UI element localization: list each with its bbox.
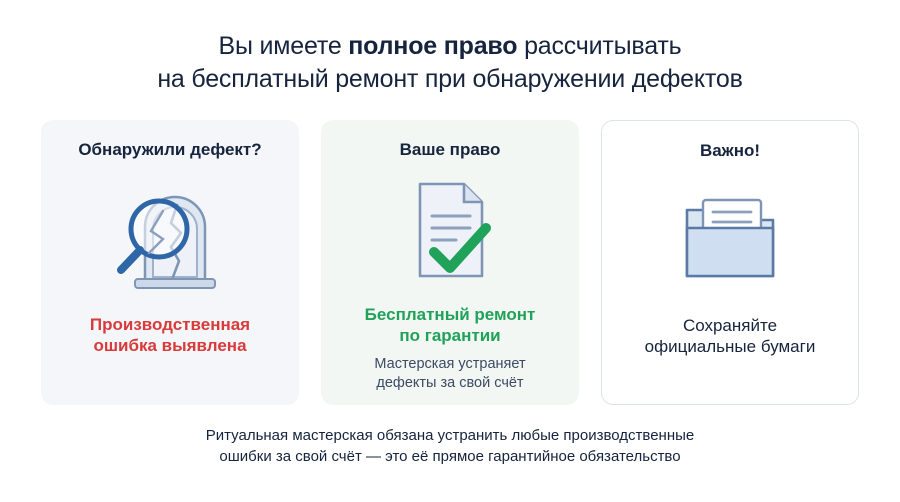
headline-prefix: Вы имеете: [218, 32, 349, 60]
card-main-line-2: ошибка выявлена: [93, 336, 247, 356]
footer-note: [36, 425, 864, 467]
card-main-line-2: по гарантии: [399, 326, 501, 346]
headline-line-2: на бесплатный ремонт при обнаружении дефектов: [157, 65, 743, 93]
card-main-text: [645, 315, 816, 358]
card-title: Ваше право: [399, 140, 501, 159]
card-main-line-1: Производственная: [89, 315, 251, 334]
card-main-text: [90, 314, 250, 357]
footer-line-2: ошибки за свой счёт — это её прямое гарантийное обязательство: [219, 448, 681, 465]
headline-suffix: рассчитывать: [517, 32, 682, 60]
folder-with-papers-icon: [665, 176, 795, 296]
card-sub-line-1: Мастерская устраняет: [374, 355, 526, 372]
card-defect-found: [41, 120, 299, 405]
card-main-line-2: официальные бумаги: [644, 337, 816, 357]
card-title: Важно!: [699, 141, 761, 160]
headline-line-1: [36, 30, 864, 63]
card-illustration: [390, 170, 510, 290]
headline-emphasis: полное право: [348, 32, 518, 60]
page-title: [36, 30, 864, 96]
document-with-green-check-icon: [390, 170, 510, 290]
magnifier-over-cracked-headstone-icon: [85, 175, 255, 295]
card-illustration: [85, 170, 255, 300]
card-illustration: [665, 171, 795, 301]
card-title: Обнаружили дефект?: [78, 140, 262, 159]
card-main-text: [365, 304, 536, 347]
card-main-line-1: Бесплатный ремонт: [364, 305, 536, 324]
card-row: [36, 120, 864, 405]
card-sub-text: [374, 355, 525, 393]
card-sub-line-2: дефекты за свой счёт: [376, 374, 524, 391]
card-your-right: [321, 120, 579, 405]
card-important: [601, 120, 859, 405]
footer-line-1: Ритуальная мастерская обязана устранить любые производственные: [205, 427, 695, 444]
card-main-line-1: Сохраняйте: [682, 316, 778, 335]
